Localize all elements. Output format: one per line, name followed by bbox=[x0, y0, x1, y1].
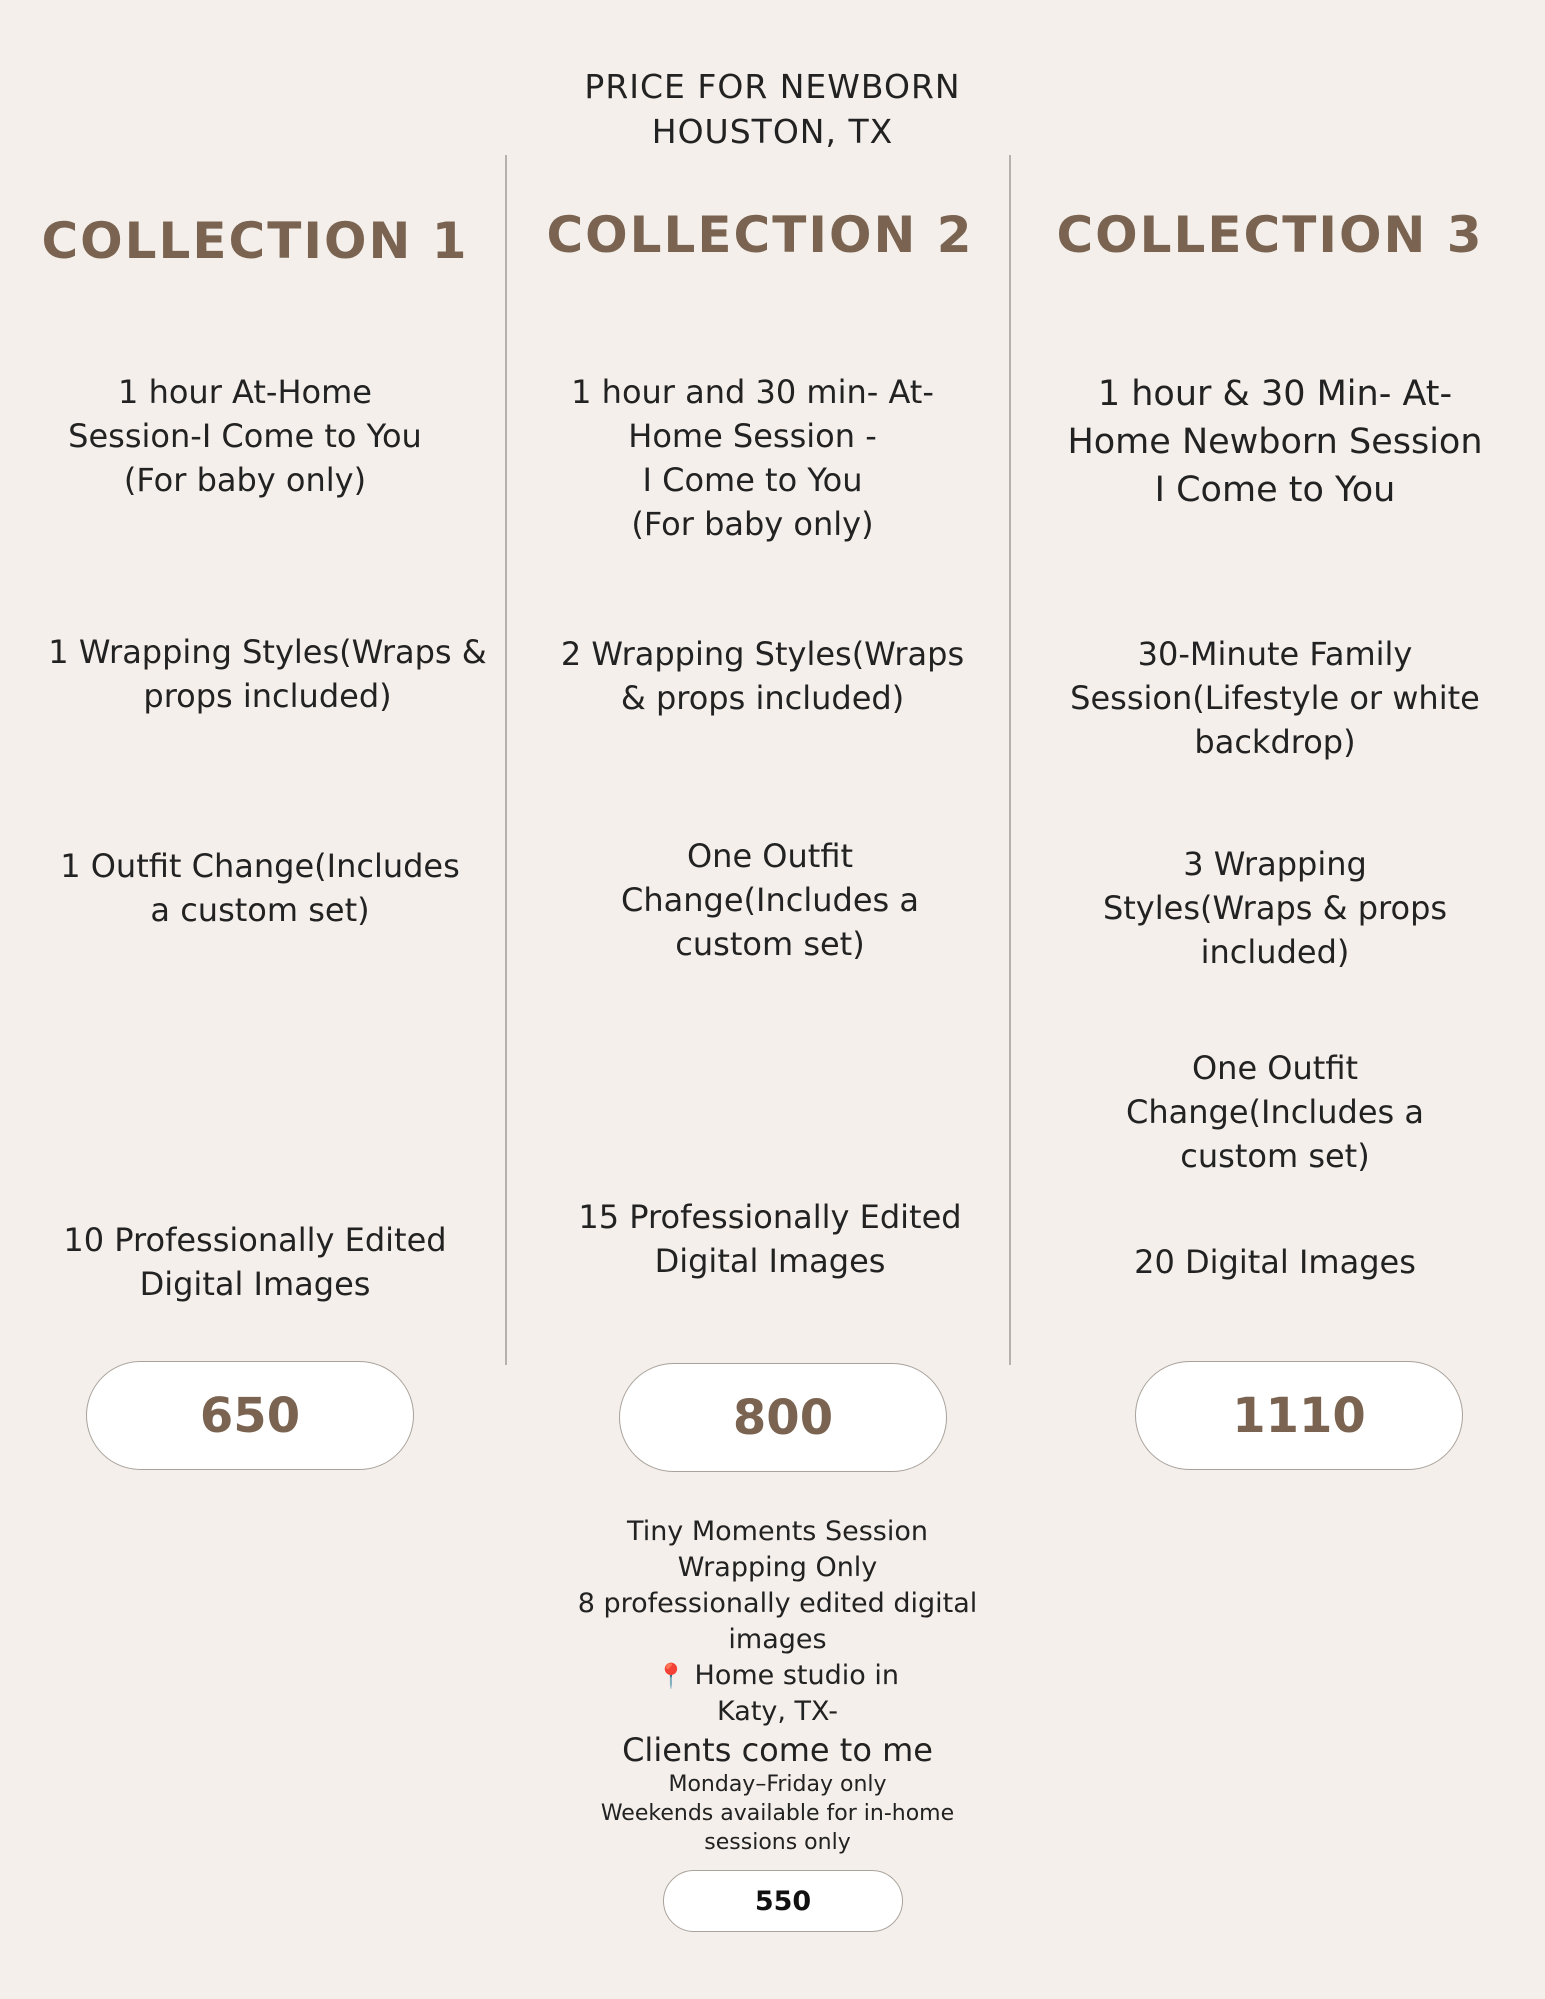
collection-3-session: 1 hour & 30 Min- At- Home Newborn Session I Come to You bbox=[1067, 374, 1483, 510]
tiny-moments-price: 550 bbox=[663, 1870, 903, 1932]
collection-2-title: COLLECTION 2 bbox=[546, 206, 974, 264]
column-divider bbox=[505, 155, 507, 1365]
collection-2-images: 15 Professionally Edited Digital Images bbox=[578, 1198, 962, 1280]
collection-3-family-session: 30-Minute Family Session(Lifestyle or white backdrop) bbox=[1070, 635, 1480, 761]
collection-1-price: 650 bbox=[86, 1361, 414, 1470]
collection-2-outfit: One Outfit Change(Includes a custom set) bbox=[621, 837, 919, 963]
collection-3-title: COLLECTION 3 bbox=[1056, 206, 1484, 264]
collection-2-wrapping: 2 Wrapping Styles(Wraps & props included) bbox=[560, 635, 965, 717]
collection-2-price: 800 bbox=[619, 1363, 947, 1472]
collection-3-images: 20 Digital Images bbox=[1134, 1243, 1416, 1281]
collection-1-session: 1 hour At-Home Session-I Come to You (For baby only) bbox=[68, 373, 422, 499]
tiny-moments-block: Tiny Moments Session Wrapping Only 8 professionally edited digital images 📍 Home studio in Katy, TX- Clients come to me Monday–Friday only Weekends available for in-home sessions only bbox=[555, 1514, 1000, 1857]
page-header bbox=[0, 64, 1545, 154]
collection-3-wrapping: 3 Wrapping Styles(Wraps & props included) bbox=[1102, 845, 1448, 971]
column-divider bbox=[1009, 155, 1011, 1365]
header-title: PRICE FOR NEWBORN bbox=[584, 67, 961, 106]
collection-3-price: 1110 bbox=[1135, 1361, 1463, 1470]
collection-1-title: COLLECTION 1 bbox=[41, 212, 469, 270]
map-pin-icon: 📍 bbox=[656, 1662, 686, 1690]
tiny-moments-location-line: 📍 Home studio in bbox=[656, 1660, 899, 1691]
collection-1-wrapping: 1 Wrapping Styles(Wraps & props included) bbox=[48, 633, 487, 715]
collection-1-outfit: 1 Outfit Change(Includes a custom set) bbox=[60, 847, 460, 929]
header-location: HOUSTON, TX bbox=[651, 112, 894, 151]
tiny-moments-clients: Clients come to me bbox=[622, 1731, 933, 1769]
collection-3-outfit: One Outfit Change(Includes a custom set) bbox=[1126, 1049, 1424, 1175]
collection-2-session: 1 hour and 30 min- At- Home Session - I Come to You (For baby only) bbox=[571, 373, 934, 543]
collection-1-images: 10 Professionally Edited Digital Images bbox=[63, 1221, 447, 1303]
tiny-moments-title: Tiny Moments Session bbox=[627, 1516, 928, 1547]
